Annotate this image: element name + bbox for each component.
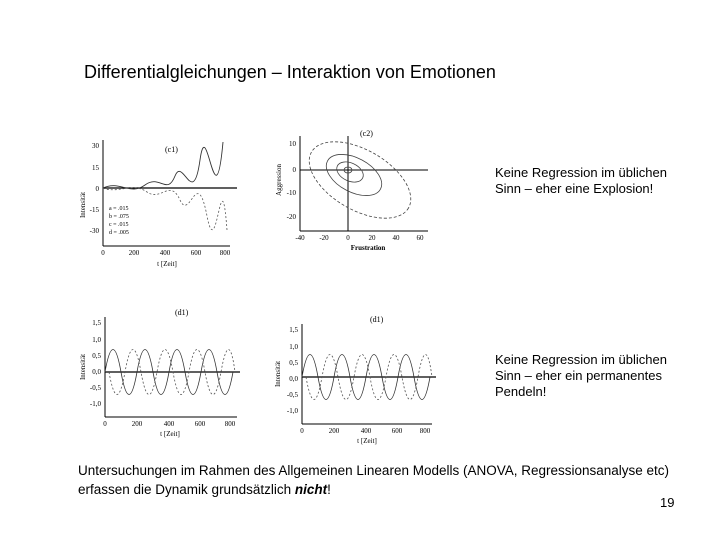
x-tick: 600 <box>194 420 206 428</box>
chart-d1-left <box>75 305 247 440</box>
y-ticks-c1 <box>90 142 100 235</box>
x-tick: 40 <box>392 234 400 242</box>
x-tick: 200 <box>328 427 340 435</box>
x-ticks-d1-left <box>103 420 236 428</box>
panel-label-d1: (d1) <box>370 315 384 324</box>
x-tick: 800 <box>219 249 231 257</box>
y-tick: 10 <box>289 140 296 148</box>
y-tick: 0 <box>292 166 296 174</box>
x-tick: 400 <box>159 249 171 257</box>
x-tick: 600 <box>391 427 403 435</box>
x-tick: 60 <box>416 234 424 242</box>
y-tick: -30 <box>89 227 99 235</box>
x-tick: 20 <box>368 234 376 242</box>
xlabel-d1-right: t [Zeit] <box>357 437 377 445</box>
xlabel-c2: Frustration <box>350 244 386 252</box>
y-ticks-d1-right <box>287 326 299 415</box>
footer-emphasis: nicht <box>294 482 328 497</box>
note-pendulum: Keine Regression im üblichen Sinn – eher ein permanentes Pendeln! <box>495 352 667 399</box>
ylabel-d1-right: Intensität <box>274 360 282 388</box>
footer-text-end: ! <box>327 482 331 497</box>
y-tick: -15 <box>89 206 99 214</box>
x-tick: 0 <box>103 420 107 428</box>
y-tick: 0 <box>95 185 99 193</box>
x-tick: 0 <box>346 234 350 242</box>
footer-text <box>78 461 688 499</box>
x-tick: -20 <box>319 234 329 242</box>
x-ticks-d1-right <box>300 427 431 435</box>
x-tick: -40 <box>295 234 305 242</box>
ylabel-c2: Aggression <box>275 164 283 196</box>
y-tick: -1,0 <box>286 407 298 415</box>
note-explosion: Keine Regression im üblichen Sinn – eher eine Explosion! <box>495 165 667 196</box>
x-ticks-c2 <box>295 234 424 242</box>
ylabel-c1: Intensität <box>79 191 87 219</box>
y-tick: -0,5 <box>286 391 298 399</box>
x-tick: 0 <box>101 249 105 257</box>
x-tick: 0 <box>300 427 304 435</box>
x-ticks-c1 <box>101 249 231 257</box>
legend-item: b = .075 <box>109 214 129 220</box>
spiral-c2 <box>297 128 424 234</box>
legend-c1 <box>109 206 129 236</box>
x-tick: 600 <box>190 249 202 257</box>
legend-item: d = .005 <box>109 230 129 236</box>
legend-item: c = .015 <box>109 222 129 228</box>
y-tick: 1,5 <box>92 319 101 327</box>
x-tick: 200 <box>128 249 140 257</box>
x-tick: 800 <box>224 420 236 428</box>
y-ticks-d1-left <box>90 319 102 408</box>
y-tick: 0,5 <box>92 352 101 360</box>
y-tick: -1,0 <box>89 400 101 408</box>
spiral-ring <box>334 158 367 186</box>
y-tick: 1,0 <box>92 336 101 344</box>
y-tick: 0,0 <box>289 375 298 383</box>
y-tick: 0,5 <box>289 359 298 367</box>
y-ticks-c2 <box>287 140 297 221</box>
xlabel-d1-left: t [Zeit] <box>160 430 180 438</box>
ylabel-d1-left: Intensität <box>79 353 87 381</box>
footer-text-main: Untersuchungen im Rahmen des Allgemeinen Linearen Modells (ANOVA, Regressionsanalyse etc) erfassen die Dynamik grundsätzlich <box>78 463 670 497</box>
chart-d1-right <box>270 312 442 447</box>
x-tick: 400 <box>163 420 175 428</box>
x-tick: 200 <box>131 420 143 428</box>
legend-item: a = .015 <box>109 206 129 212</box>
x-tick: 800 <box>419 427 431 435</box>
chart-c2 <box>268 128 438 253</box>
y-tick: 30 <box>92 142 99 150</box>
slide-title: Differentialgleichungen – Interaktion von Emotionen <box>84 62 496 82</box>
page-number: 19 <box>660 495 675 510</box>
y-tick: 0,0 <box>92 368 101 376</box>
chart-c1 <box>75 130 250 272</box>
panel-label-c1: (c1) <box>165 145 178 154</box>
panel-label-c2: (c2) <box>360 129 373 138</box>
y-tick: -10 <box>286 189 296 197</box>
x-tick: 400 <box>360 427 372 435</box>
y-tick: -20 <box>286 213 296 221</box>
y-tick: -0,5 <box>89 384 101 392</box>
panel-label-d1: (d1) <box>175 308 189 317</box>
series-c1-a <box>103 142 223 189</box>
xlabel-c1: t [Zeit] <box>157 260 177 268</box>
y-tick: 15 <box>92 164 99 172</box>
y-tick: 1,0 <box>289 343 298 351</box>
y-tick: 1,5 <box>289 326 298 334</box>
